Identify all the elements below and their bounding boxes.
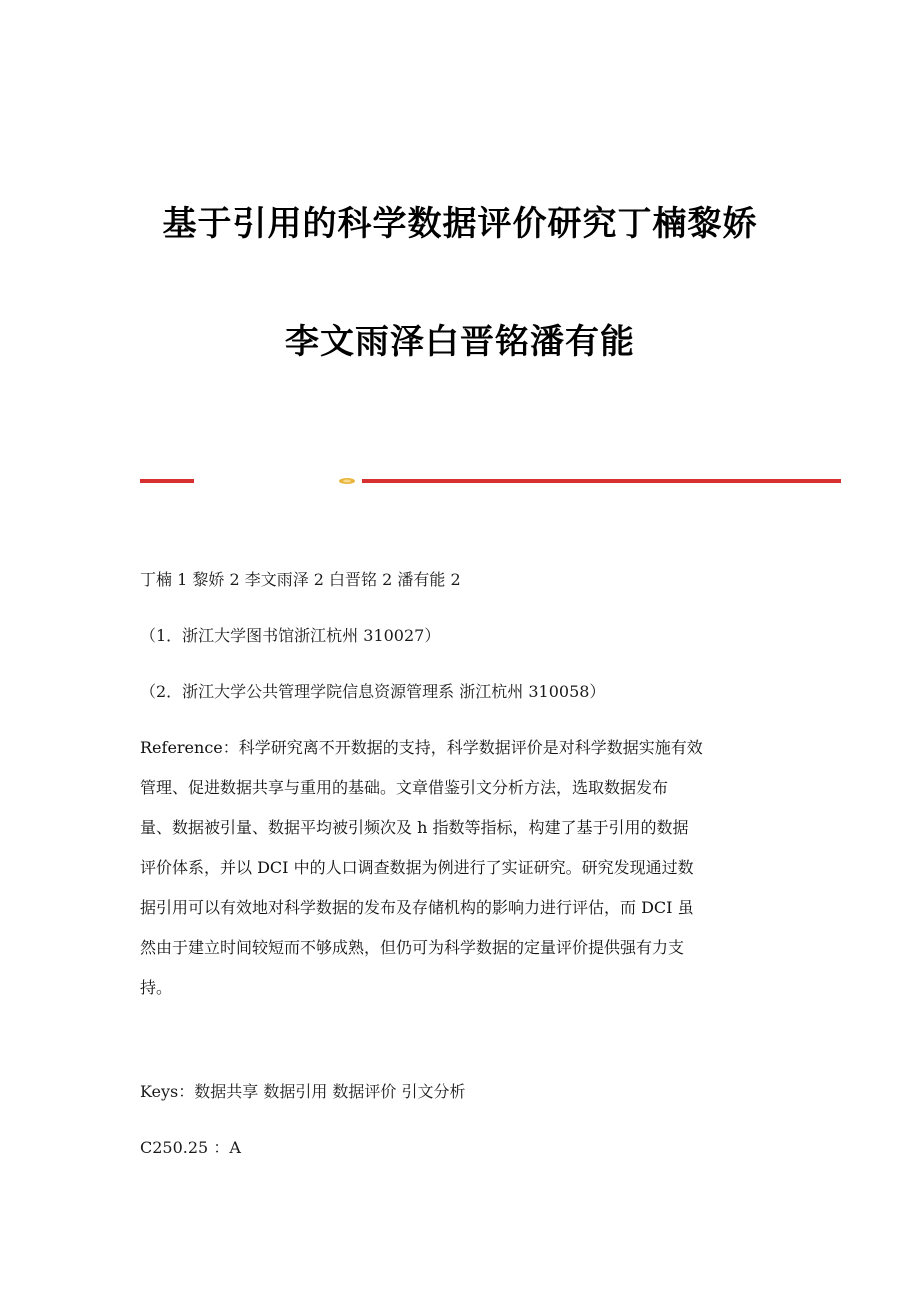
abstract-line: 持。 [140,978,173,997]
abstract-line: 管理、促进数据共享与重用的基础。文章借鉴引文分析方法，选取数据发布 [140,778,669,797]
classification-code: C250.25 ：A [140,1138,241,1157]
abstract-line: 量、数据被引量、数据平均被引频次及 h 指数等指标，构建了基于引用的数据 [140,818,689,837]
abstract-line: 据引用可以有效地对科学数据的发布及存储机构的影响力进行评估，而 DCI 虽 [140,898,694,917]
title-divider [140,477,841,485]
keywords: Keys：数据共享 数据引用 数据评价 引文分析 [140,1082,466,1101]
affiliation-2: （2．浙江大学公共管理学院信息资源管理系 浙江杭州 310058） [140,682,606,701]
author-list: 丁楠 1 黎娇 2 李文雨泽 2 白晋铭 2 潘有能 2 [140,570,461,589]
abstract-line: Reference：科学研究离不开数据的支持，科学数据评价是对科学数据实施有效 [140,738,703,757]
title-line-1: 基于引用的科学数据评价研究丁楠黎娇 [162,204,758,244]
divider-bar-left [140,479,194,483]
abstract [140,736,790,1016]
affiliation-1: （1．浙江大学图书馆浙江杭州 310027） [140,626,441,645]
abstract-line: 评价体系，并以 DCI 中的人口调查数据为例进行了实证研究。研究发现通过数 [140,858,694,877]
title-line-2: 李文雨泽白晋铭潘有能 [285,322,635,362]
divider-ornament-icon [338,477,356,485]
divider-bar-right [362,479,841,483]
abstract-line: 然由于建立时间较短而不够成熟，但仍可为科学数据的定量评价提供强有力支 [140,938,685,957]
